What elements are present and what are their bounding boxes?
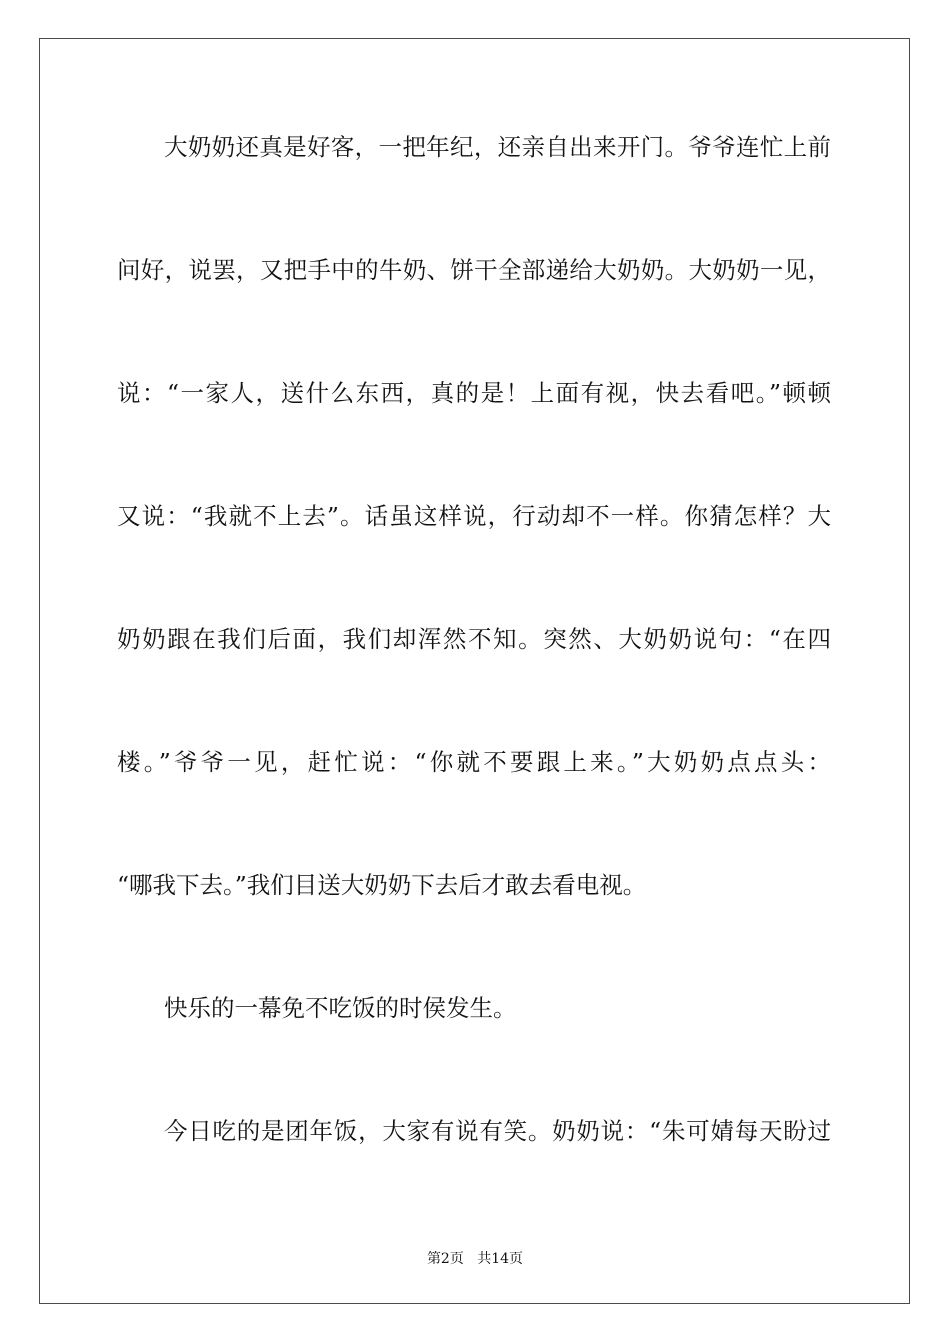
document-body (117, 127, 831, 1234)
text-line-9: 今日吃的是团年饭，大家有说有笑。奶奶说：“朱可婧每天盼过 (164, 1117, 831, 1145)
page-total: 共14页 (477, 1251, 524, 1267)
page-number: 第2页 (426, 1251, 464, 1267)
text-line-2: 问好，说罢，又把手中的牛奶、饼干全部递给大奶奶。大奶奶一见， (117, 256, 831, 284)
text-line-5: 奶奶跟在我们后面，我们却浑然不知。突然、大奶奶说句：“在四 (117, 625, 831, 653)
page-footer (0, 1248, 950, 1268)
text-line-4: 又说：“我就不上去”。话虽这样说，行动却不一样。你猜怎样？大 (117, 502, 831, 530)
text-line-7: “哪我下去。”我们目送大奶奶下去后才敢去看电视。 (117, 871, 647, 899)
text-line-8: 快乐的一幕免不吃饭的时侯发生。 (164, 994, 517, 1022)
text-line-6: 楼。”爷爷一见，赶忙说：“你就不要跟上来。”大奶奶点点头： (117, 748, 831, 776)
text-line-1: 大奶奶还真是好客，一把年纪，还亲自出来开门。爷爷连忙上前 (164, 133, 831, 161)
text-line-3: 说：“一家人，送什么东西，真的是！上面有视，快去看吧。”顿顿 (117, 379, 831, 407)
